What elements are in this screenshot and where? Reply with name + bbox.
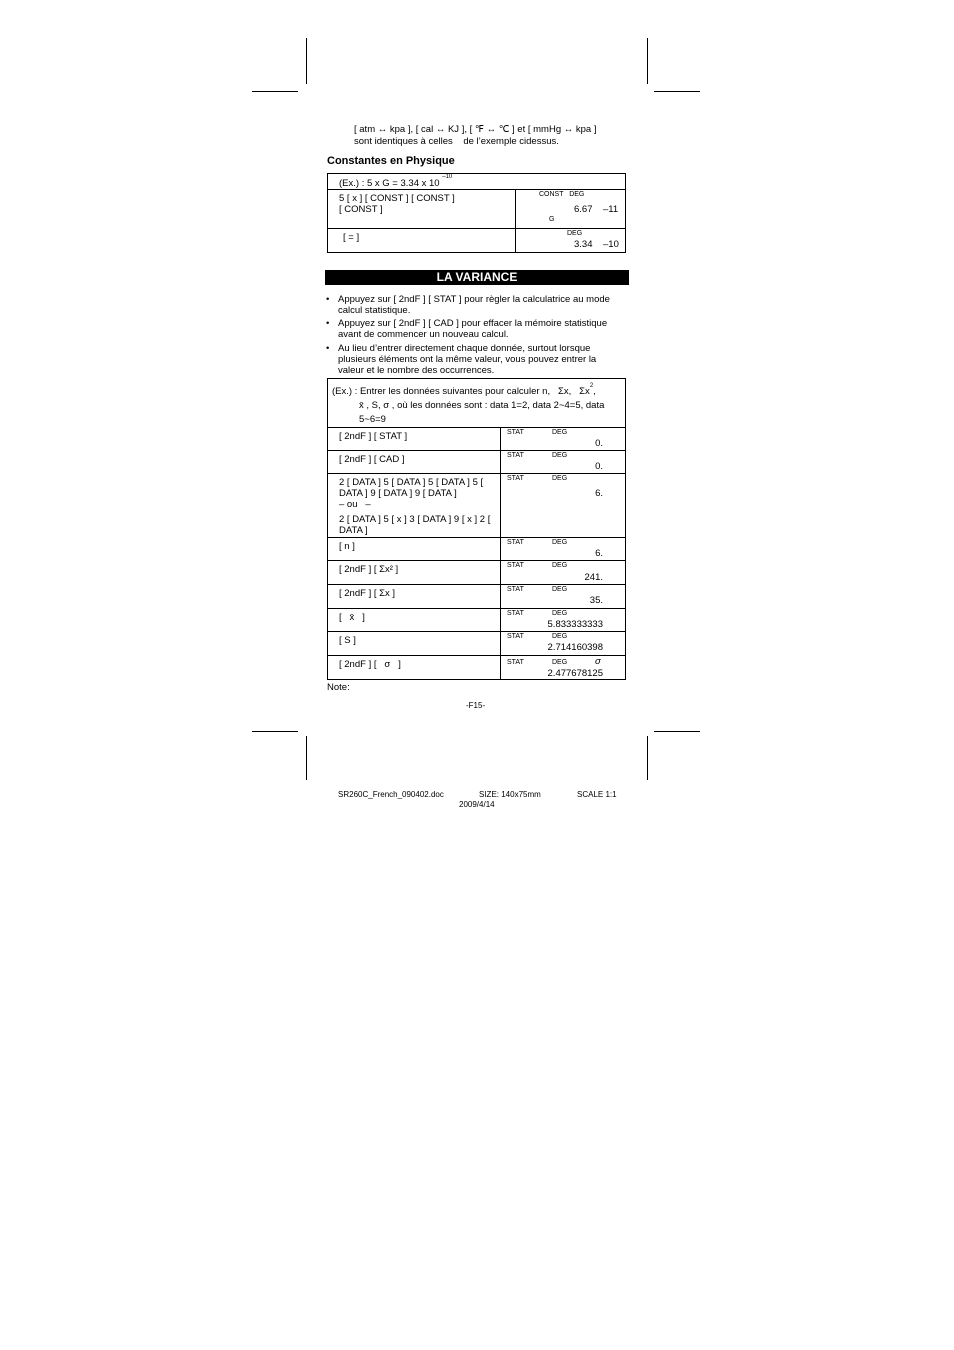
key-sequence: [ = ]: [328, 229, 516, 253]
note-label: Note:: [327, 682, 350, 693]
variance-example: (Ex.) : Entrer les données suivantes pour calculer n, Σx, $\Sigma x^2$, x̄ , S, σ , où les données sont : data 1=2, data 2~4=5, data 5~6=9: [328, 379, 626, 428]
calculator-display: STAT DEG 6.: [501, 538, 626, 561]
crop-mark: [647, 736, 648, 780]
calculator-display: STAT DEG 35.: [501, 585, 626, 609]
crop-mark: [252, 91, 298, 92]
key-sequence: [ 2ndF ] [ σ ]: [328, 656, 501, 680]
calculator-display: STAT DEG 0.: [501, 451, 626, 474]
variance-table: [327, 378, 626, 680]
crop-mark: [647, 38, 648, 84]
key-sequence: [ x̄ ]: [328, 609, 501, 632]
intro-line-2: sont identiques à celles de l’exemple cidessus.: [354, 136, 559, 147]
bullet-icon: •: [326, 343, 330, 354]
crop-mark: [306, 38, 307, 84]
key-sequence: [ n ]: [328, 538, 501, 561]
key-sequence: [ 2ndF ] [ Σx ]: [328, 585, 501, 609]
calculator-display: STAT DEG 0.: [501, 428, 626, 451]
crop-mark: [252, 731, 298, 732]
crop-mark: [654, 731, 700, 732]
footer-date: 2009/4/14: [459, 800, 495, 809]
intro-line-1: [ atm ↔ kpa ], [ cal ↔ KJ ], [ ℉ ↔ ℃ ] et [ mmHg ↔ kpa ]: [354, 124, 597, 135]
bullet-item: • Appuyez sur [ 2ndF ] [ STAT ] pour règler la calculatrice au mode calcul statistique.: [326, 294, 610, 316]
key-sequence: [ S ]: [328, 632, 501, 656]
calculator-display: STAT DEG 241.: [501, 561, 626, 585]
bullet-item: • Au lieu d’entrer directement chaque donnée, surtout lorsque plusieurs éléments ont la même valeur, vous pouvez entrer la valeur et le nombre des occurrences.: [326, 343, 597, 376]
calculator-display: STAT DEG σ 2.477678125: [501, 656, 626, 680]
constants-table: [327, 173, 626, 253]
key-sequence: [ 2ndF ] [ CAD ]: [328, 451, 501, 474]
key-sequence: [ 2ndF ] [ STAT ]: [328, 428, 501, 451]
calculator-display: STAT DEG 6.: [501, 474, 626, 538]
section-heading: Constantes en Physique: [327, 155, 455, 167]
calculator-display: CONST DEG 6.67 –11 G: [516, 190, 626, 229]
key-sequence: 5 [ x ] [ CONST ] [ CONST ] [ CONST ]: [328, 190, 516, 229]
crop-mark: [654, 91, 700, 92]
calculator-display: STAT DEG 2.714160398: [501, 632, 626, 656]
section-banner: LA VARIANCE: [325, 270, 629, 285]
crop-mark: [306, 736, 307, 780]
calculator-display: DEG 3.34 –10: [516, 229, 626, 253]
footer-size: SIZE: 140x75mm: [479, 790, 541, 799]
calculator-display: STAT DEG 5.833333333: [501, 609, 626, 632]
key-sequence: 2 [ DATA ] 5 [ DATA ] 5 [ DATA ] 5 [ DATA ] 9 [ DATA ] 9 [ DATA ] – ou – 2 [ DATA ] 5 [ x ] 3 [ DATA ] 9 [ x ] 2 [ DATA ]: [328, 474, 501, 538]
bullet-icon: •: [326, 294, 330, 305]
footer-scale: SCALE 1:1: [577, 790, 617, 799]
key-sequence: [ 2ndF ] [ Σx² ]: [328, 561, 501, 585]
bullet-icon: •: [326, 318, 330, 329]
footer-filename: SR260C_French_090402.doc: [338, 790, 444, 799]
constants-example: (Ex.) : 5 x G = 3.34 x 10 $^{-10}$: [328, 174, 626, 190]
bullet-item: • Appuyez sur [ 2ndF ] [ CAD ] pour effacer la mémoire statistique avant de commencer un nouveau calcul.: [326, 318, 608, 340]
page-number: -F15-: [466, 701, 486, 710]
